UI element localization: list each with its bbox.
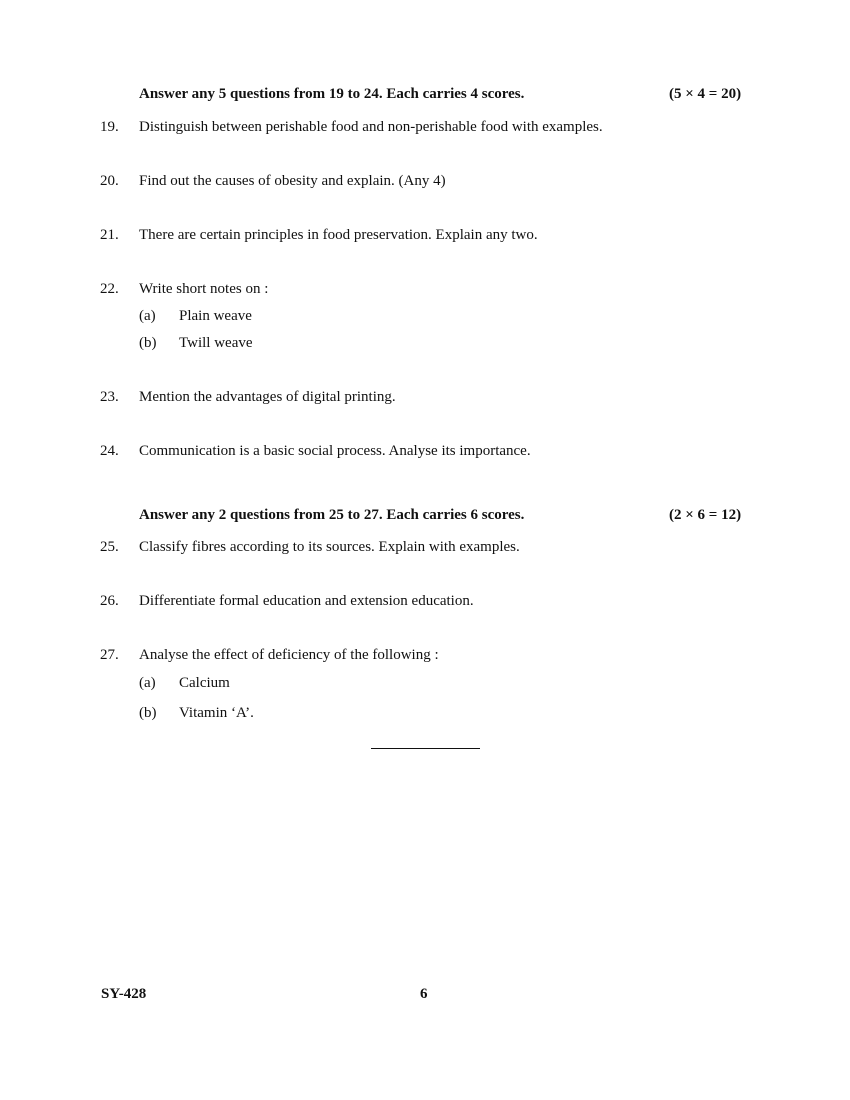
question-number: 22. — [100, 281, 119, 297]
question-number: 26. — [100, 593, 119, 609]
question-text: Mention the advantages of digital printing. — [139, 389, 396, 405]
question-text: Classify fibres according to its sources. Explain with examples. — [139, 539, 520, 555]
footer-page-number: 6 — [420, 986, 428, 1002]
question-number: 23. — [100, 389, 119, 405]
question-number: 27. — [100, 647, 119, 663]
section-instruction-1: Answer any 5 questions from 19 to 24. Each carries 4 scores. — [139, 86, 525, 102]
subquestion-label: (a) — [139, 675, 156, 691]
question-text: Differentiate formal education and extension education. — [139, 593, 474, 609]
subquestion-label: (b) — [139, 335, 157, 351]
question-number: 21. — [100, 227, 119, 243]
question-text: Find out the causes of obesity and explain. (Any 4) — [139, 173, 446, 189]
section-instruction-2: Answer any 2 questions from 25 to 27. Each carries 6 scores. — [139, 507, 525, 523]
question-text: Distinguish between perishable food and non-perishable food with examples. — [139, 119, 603, 135]
question-number: 20. — [100, 173, 119, 189]
question-text: There are certain principles in food preservation. Explain any two. — [139, 227, 538, 243]
section-score-2: (2 × 6 = 12) — [669, 507, 742, 523]
subquestion-text: Twill weave — [179, 335, 253, 351]
subquestion-label: (a) — [139, 308, 156, 324]
question-number: 24. — [100, 443, 119, 459]
question-text: Communication is a basic social process. Analyse its importance. — [139, 443, 531, 459]
subquestion-text: Calcium — [179, 675, 230, 691]
subquestion-label: (b) — [139, 705, 157, 721]
question-number: 25. — [100, 539, 119, 555]
question-text: Analyse the effect of deficiency of the following : — [139, 647, 439, 663]
footer-paper-code: SY-428 — [101, 986, 147, 1002]
end-divider — [371, 748, 480, 749]
question-number: 19. — [100, 119, 119, 135]
subquestion-text: Vitamin ‘A’. — [179, 705, 254, 721]
section-score-1: (5 × 4 = 20) — [669, 86, 742, 102]
subquestion-text: Plain weave — [179, 308, 252, 324]
question-text: Write short notes on : — [139, 281, 269, 297]
